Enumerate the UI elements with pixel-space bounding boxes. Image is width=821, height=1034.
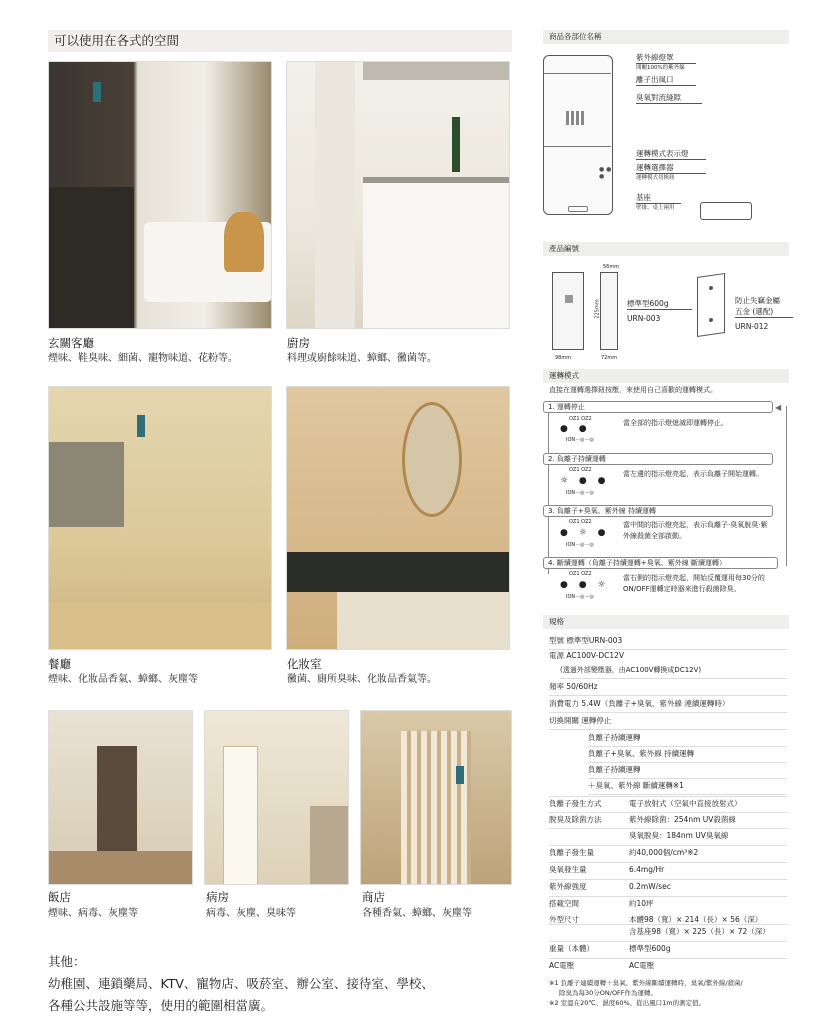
- dim-width: 98mm: [555, 355, 572, 361]
- spec-key: AC電壓: [549, 961, 575, 970]
- footnote-1-cont: 除臭為每30分ON/OFF作為運轉。: [559, 989, 658, 997]
- footnote-2: ※2 室溫在20℃、濕度60%、從出風口1m的測定值。: [549, 999, 706, 1007]
- room-title: 廚房: [287, 336, 310, 350]
- spec-key: 搭載空間: [549, 899, 579, 908]
- mode-loop-line: [786, 406, 787, 566]
- spec-value: 約10坪: [629, 899, 654, 908]
- accessory-name: 防止失竊金屬: [735, 296, 780, 305]
- spec-switch-option: 負離子+臭氧、紫外線 持續運轉: [588, 746, 787, 763]
- dim-depth: 72mm: [601, 355, 618, 361]
- oz-label: OZ1 OZ2: [569, 571, 592, 577]
- part-label: 基座: [636, 192, 681, 204]
- spec-value: 6.4mg/Hr: [629, 865, 665, 874]
- hotel-photo: [48, 710, 193, 885]
- product-drawing: [552, 272, 584, 350]
- part-label: 紫外線燈罩: [636, 52, 696, 64]
- living-room-photo: [48, 61, 272, 329]
- accessory-name-2: 五金 (選配): [735, 306, 793, 318]
- product-main-code: URN-003: [627, 314, 661, 323]
- spec-freq: 頻率 50/60Hz: [549, 679, 787, 696]
- mode-lamps: ● ●: [560, 424, 591, 434]
- dining-photo: [48, 386, 272, 650]
- ion-label: ION－◎－◎: [566, 542, 594, 548]
- part-sublabel: 開關100%的紫外線: [636, 65, 685, 71]
- mode-label: 4. 斷續運轉（負離子持續運轉+臭氧、紫外線 斷續運轉）: [543, 557, 778, 569]
- ward-photo: [204, 710, 349, 885]
- mode-label: 1. 運轉停止: [543, 401, 773, 413]
- parts-title: 商品各部位名稱: [543, 30, 789, 44]
- mode-lamps: ● ☼ ●: [560, 528, 610, 538]
- oz-label: OZ1 OZ2: [569, 467, 592, 473]
- spec-value: 臭氧脫臭：184nm UV臭氧線: [629, 831, 729, 840]
- spec-key: 外型尺寸: [549, 915, 579, 924]
- dim-top: 56mm: [603, 264, 620, 270]
- spec-row: [549, 812, 787, 824]
- spec-value: 約40,000個/cm³※2: [629, 848, 699, 857]
- room-desc: 煙味、病毒、灰塵等: [48, 908, 138, 919]
- mode-lamps: ● ● ☼: [560, 580, 610, 590]
- room-title: 餐廳: [48, 657, 71, 671]
- mode-label: 3. 負離子+臭氧、紫外線 持續運轉: [543, 505, 773, 517]
- spec-switch-option: 負離子持續運轉: [588, 730, 787, 747]
- spec-value: 含基座98（寬）× 225（長）× 72（深）: [629, 927, 770, 936]
- section-title: 可以使用在各式的空間: [48, 30, 512, 52]
- part-sublabel: 壁掛、桌上兩用: [636, 205, 675, 211]
- part-sublabel: 運轉模式切換鈕: [636, 175, 675, 181]
- spec-row: [549, 862, 787, 874]
- part-label: 離子出風口: [636, 74, 696, 86]
- spec-row: [549, 941, 787, 953]
- product-title: 產品編號: [543, 242, 789, 256]
- powder-room-photo: [286, 386, 510, 650]
- product-side-drawing: [600, 272, 618, 350]
- mode-label: 2. 負離子持續運轉: [543, 453, 773, 465]
- spec-key: 重量（本體）: [549, 944, 594, 953]
- ion-label: ION－◎－◎: [566, 594, 594, 600]
- part-label: 運轉模式表示燈: [636, 148, 706, 160]
- product-main-name: 標準型600g: [627, 298, 692, 310]
- spec-consumption: 消費電力 5.4W（負離子+臭氧、紫外線 連續運轉時）: [549, 696, 787, 713]
- room-desc: 煙味、鞋臭味、細菌、寵物味道、花粉等。: [48, 353, 238, 364]
- ion-label: ION－◎－◎: [566, 490, 594, 496]
- specs-title: 規格: [543, 615, 789, 629]
- mode-desc: 當中間的指示燈亮起，表示負離子‧臭氧脫臭‧紫外線殺菌全部啟動。: [623, 521, 768, 540]
- spec-key: 脫臭及除菌方法: [549, 815, 602, 824]
- room-title: 商店: [362, 890, 385, 904]
- mode-lamps: ☼ ● ●: [560, 476, 610, 486]
- spec-value: AC電壓: [629, 961, 655, 970]
- spec-key: 負離子發生量: [549, 848, 594, 857]
- spec-model: 型號 標準型URN-003: [549, 633, 787, 650]
- modes-intro: 直接在運轉選擇鈕按壓，來使用自己喜歡的運轉模式。: [549, 386, 717, 394]
- modes-title: 運轉模式: [543, 369, 789, 383]
- accessory-code: URN-012: [735, 322, 769, 331]
- spec-switch: 切換開關 運轉停止: [549, 713, 787, 730]
- ion-label: ION－◎－◎: [566, 437, 594, 443]
- other-title: 其他：: [48, 954, 86, 969]
- spec-value: 本體98（寬）× 214（長）× 56（深）: [629, 915, 763, 924]
- mode-desc: 當左邊的指示燈亮起，表示負離子開始運轉。: [623, 470, 763, 478]
- spec-key: 臭氧發生量: [549, 865, 587, 874]
- part-label: 臭氧對流縫隙: [636, 92, 702, 104]
- room-desc: 病毒、灰塵、臭味等: [206, 908, 296, 919]
- room-desc: 各種香氣、蟑螂、灰塵等: [362, 908, 472, 919]
- oz-label: OZ1 OZ2: [569, 416, 592, 422]
- spec-key: 負離子發生方式: [549, 799, 602, 808]
- footnote-1: ※1 負離子連續運轉＋臭氧、紫外線斷續運轉時，臭氧/紫外線/殺菌/: [549, 979, 743, 987]
- oz-label: OZ1 OZ2: [569, 519, 592, 525]
- room-title: 玄關客廳: [48, 336, 94, 350]
- spec-row: [549, 796, 787, 808]
- room-title: 病房: [206, 890, 229, 904]
- spec-power: 電源 AC100V-DC12V: [549, 651, 625, 660]
- dim-height: 225mm: [594, 299, 601, 319]
- room-desc: 料理或廚餘味道、蟑螂、黴菌等。: [287, 353, 437, 364]
- mode-desc: 當全部的指示燈熄滅即運轉停止。: [623, 419, 728, 427]
- spec-value: 標準型600g: [629, 944, 671, 953]
- mode-loop-arrow: ◀: [775, 403, 782, 412]
- spec-power-note: (透過外部變壓器，由AC100V轉換成DC12V): [560, 662, 787, 679]
- mode-flow-line: [548, 412, 549, 574]
- room-desc: 黴菌、廁所臭味、化妝品香氣等。: [287, 674, 437, 685]
- mode-desc: 當右側的指示燈亮起，開始反覆運用每30分的ON/OFF運轉定時器來進行殺菌除臭。: [623, 574, 765, 593]
- shop-photo: [360, 710, 512, 885]
- spec-row: [549, 845, 787, 857]
- spec-row: [549, 879, 787, 891]
- room-title: 化妝室: [287, 657, 322, 671]
- spec-switch-option: ＋臭氧、紫外線 斷續運轉※1: [588, 778, 787, 795]
- adapter-diagram: [700, 202, 752, 220]
- part-label: 運轉選擇器: [636, 162, 706, 174]
- spec-row: [549, 958, 787, 970]
- room-desc: 煙味、化妝品香氣、蟑螂、灰塵等: [48, 674, 198, 685]
- spec-key: 紫外線強度: [549, 882, 587, 891]
- spec-switch-option: 負離子持續運轉: [588, 762, 787, 779]
- other-line-1: 幼稚園、連鎖藥局、KTV、寵物店、吸菸室、辦公室、接待室、學校、: [48, 976, 434, 991]
- spec-row: [549, 828, 787, 840]
- other-line-2: 各種公共設施等等，使用的範圍相當廣。: [48, 998, 274, 1013]
- spec-value: 紫外線除菌：254nm UV殺菌線: [629, 815, 736, 824]
- device-diagram: ● ● ●: [543, 55, 613, 215]
- room-title: 飯店: [48, 890, 71, 904]
- spec-value: 電子放射式（空氣中直接放射式）: [629, 799, 742, 808]
- spec-value: 0.2mW/sec: [629, 882, 671, 891]
- bracket-drawing: [697, 273, 725, 337]
- spec-row: [549, 896, 787, 908]
- spec-row: [549, 924, 787, 936]
- kitchen-photo: [286, 61, 510, 329]
